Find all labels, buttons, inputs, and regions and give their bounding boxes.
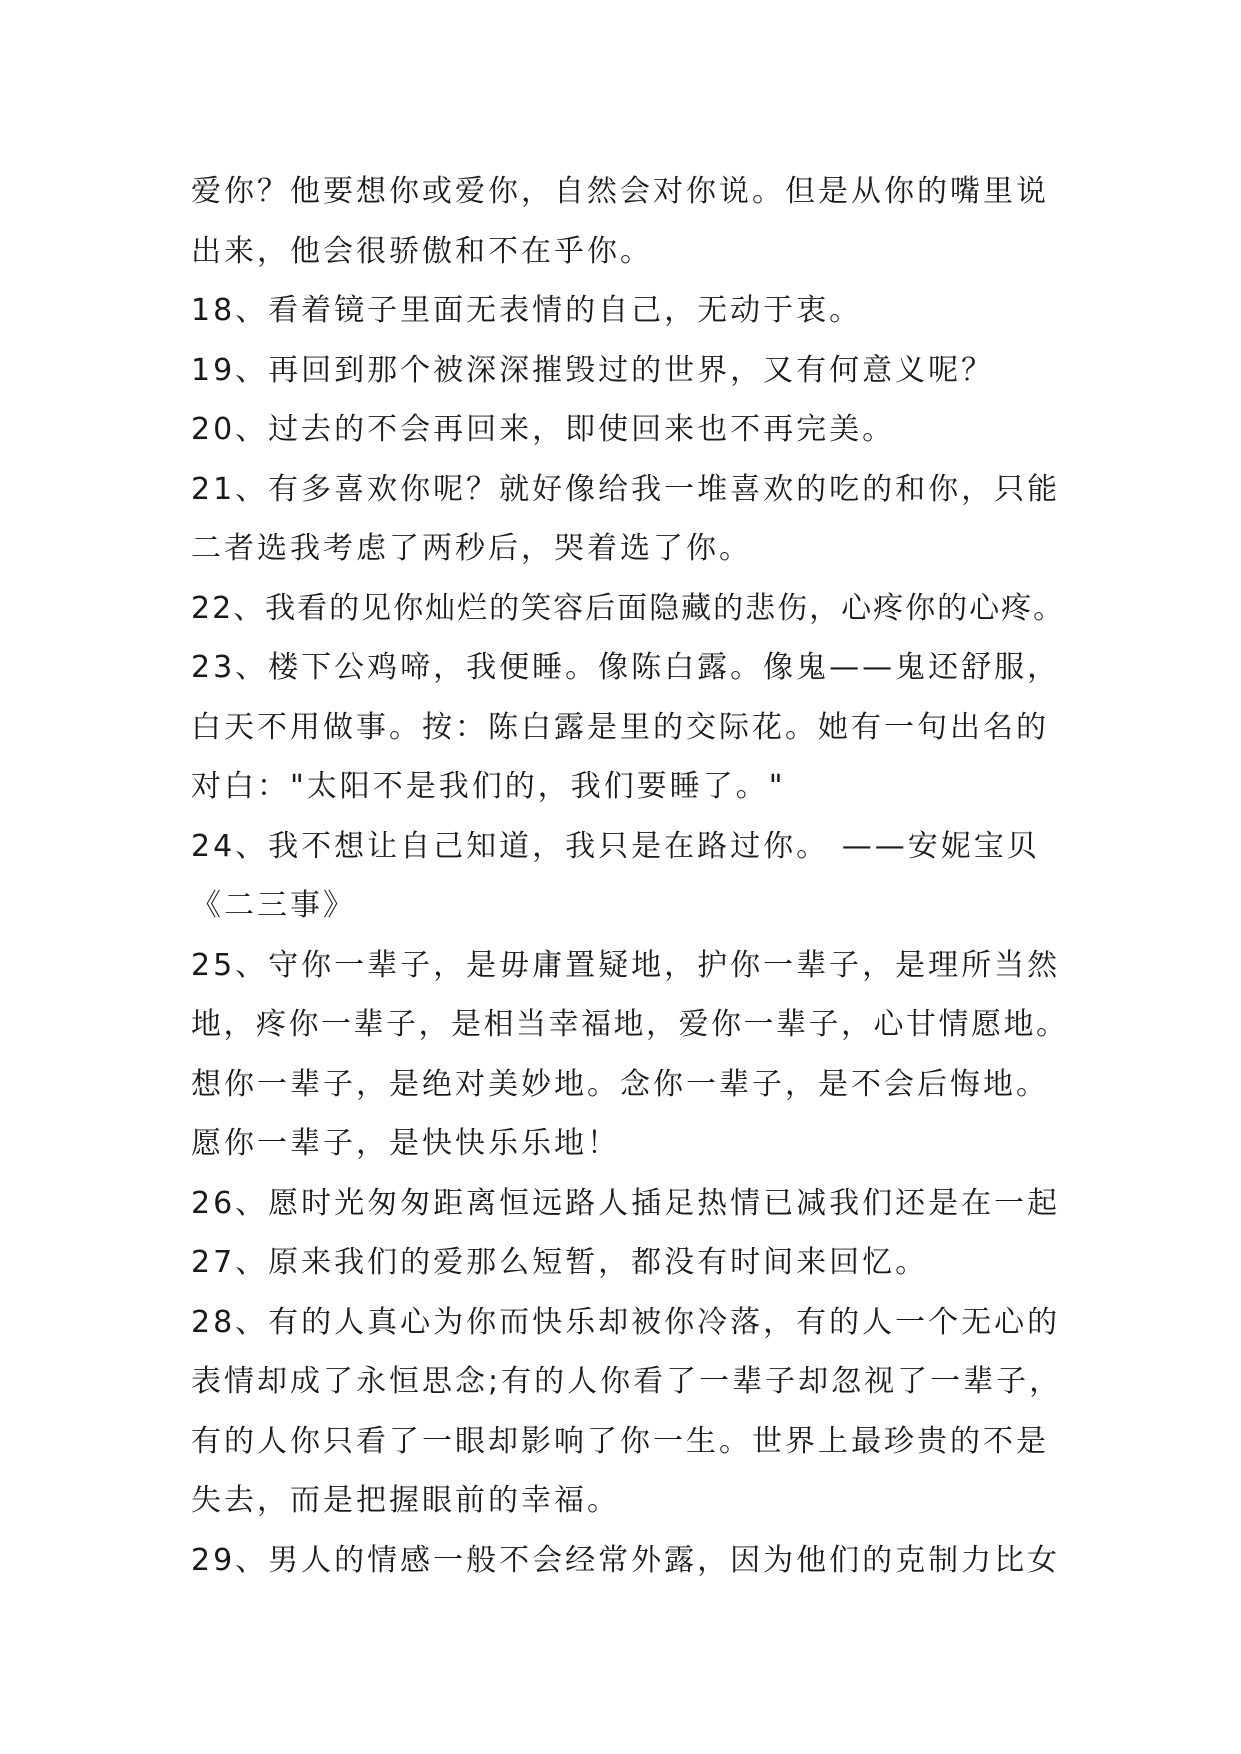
text-line: 愿你一辈子，是快快乐乐地！: [191, 1126, 620, 1161]
text-line: 22、我看的见你灿烂的笑容后面隐藏的悲伤，心疼你的心疼。: [191, 590, 1066, 626]
text-line: 地，疼你一辈子，是相当幸福地，爱你一辈子，心甘情愿地。: [191, 1007, 1069, 1042]
text-line: 24、我不想让自己知道，我只是在路过你。 ——安妮宝贝: [191, 828, 1040, 864]
text-line: 28、有的人真心为你而快乐却被你冷落，有的人一个无心的: [191, 1304, 1061, 1340]
text-line: 26、愿时光匆匆距离恒远路人插足热情已减我们还是在一起: [191, 1185, 1061, 1221]
text-line: 爱你？他要想你或爱你，自然会对你说。但是从你的嘴里说: [191, 174, 1049, 209]
text-line: 出来，他会很骄傲和不在乎你。: [191, 233, 653, 269]
text-line: 有的人你只看了一眼却影响了你一生。世界上最珍贵的不是: [191, 1423, 1049, 1459]
text-line: 《二三事》: [191, 888, 356, 923]
text-line: 29、男人的情感一般不会经常外露，因为他们的克制力比女: [191, 1542, 1061, 1578]
text-line: 失去，而是把握眼前的幸福。: [191, 1483, 620, 1518]
text-line: 二者选我考虑了两秒后，哭着选了你。: [191, 531, 752, 566]
text-line: 19、再回到那个被深深摧毁过的世界，又有何意义呢？: [191, 352, 995, 388]
text-line: 21、有多喜欢你呢？就好像给我一堆喜欢的吃的和你，只能: [191, 471, 1061, 507]
text-line: 23、楼下公鸡啼，我便睡。像陈白露。像鬼——鬼还舒服，: [191, 650, 1061, 685]
document-body: [191, 162, 1071, 1590]
text-line: 表情却成了永恒思念;有的人你看了一辈子却忽视了一辈子，: [191, 1364, 1063, 1399]
text-line: 20、过去的不会再回来，即使回来也不再完美。: [191, 412, 896, 447]
text-line: 18、看着镜子里面无表情的自己，无动于衷。: [191, 293, 863, 328]
text-line: 25、守你一辈子，是毋庸置疑地，护你一辈子，是理所当然: [191, 947, 1061, 983]
text-line: 白天不用做事。按：陈白露是里的交际花。她有一句出名的: [191, 709, 1049, 745]
text-line: 27、原来我们的爱那么短暂，都没有时间来回忆。: [191, 1245, 929, 1280]
text-line: 想你一辈子，是绝对美妙地。念你一辈子，是不会后悔地。: [191, 1066, 1049, 1102]
text-line: 对白："太阳不是我们的，我们要睡了。": [191, 769, 786, 804]
